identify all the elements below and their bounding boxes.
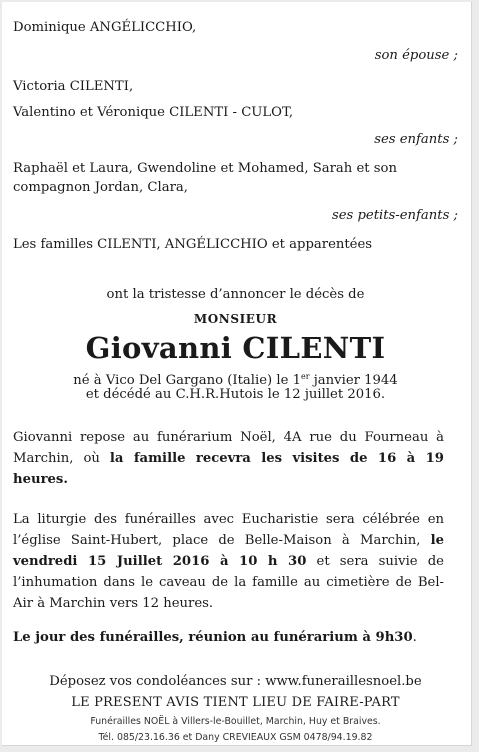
funeral-date: le vendredi 15 Juillet 2016 à 10 h 30 [13, 533, 444, 569]
notice-line: LE PRESENT AVIS TIENT LIEU DE FAIRE-PART [71, 695, 400, 710]
child-1: Victoria CILENTI, [13, 79, 134, 94]
funeral-text-2: et sera suivie de l’inhumation dans le caveau de la famille au cimetière de Bel-Air à Marchin vers 12 heures. [13, 554, 444, 611]
funeral-text-1: La liturgie des funérailles avec Eucharistie sera célébrée en l’église Saint-Hubert, place de Belle-Maison à Marchin, [13, 512, 444, 548]
grandchildren-role: ses petits-enfants ; [331, 208, 458, 223]
obituary-card [2, 2, 472, 746]
meeting-text: Le jour des funérailles, réunion au funérarium à 9h30 [13, 630, 413, 645]
death-line: et décédé au C.H.R.Hutois le 12 juillet 2016. [85, 387, 386, 402]
birth-ordinal: er [300, 372, 310, 381]
birth-prefix: né à Vico Del Gargano (Italie) le 1 [73, 373, 301, 388]
birth-suffix: janvier 1944 [309, 373, 398, 388]
visitation-hours: la famille recevra les visites de 16 à 19 heures. [13, 451, 444, 487]
phone-line: Tél. 085/23.16.36 et Dany CREVIEAUX GSM 0478/94.19.82 [98, 732, 373, 743]
company-line: Funérailles NOËL à Villers-le-Bouillet, Marchin, Huy et Braives. [90, 716, 381, 727]
meeting-end: . [412, 630, 417, 645]
condolences-line: Déposez vos condoléances sur : www.funeraillesnoel.be [49, 674, 422, 689]
announcement-intro: ont la tristesse d’annoncer le décès de [106, 287, 365, 302]
deceased-name: Giovanni CILENTI [85, 331, 386, 365]
visitation-text: Giovanni repose au funérarium Noël, 4A rue du Fourneau à Marchin, où [13, 430, 444, 466]
grandchildren-line-1: Raphaël et Laura, Gwendoline et Mohamed, Sarah et son [13, 161, 397, 176]
funeral-paragraph [13, 509, 444, 614]
deceased-title: MONSIEUR [193, 312, 278, 326]
children-role: ses enfants ; [374, 132, 458, 147]
obituary-content [13, 2, 458, 742]
spouse-role: son épouse ; [374, 48, 458, 63]
grandchildren-line-2: compagnon Jordan, Clara, [13, 180, 188, 195]
meeting-line [13, 629, 417, 647]
child-2: Valentino et Véronique CILENTI - CULOT, [13, 105, 294, 120]
visitation-paragraph [13, 427, 444, 490]
families-line: Les familles CILENTI, ANGÉLICCHIO et apparentées [13, 237, 373, 252]
spouse-name: Dominique ANGÉLICCHIO, [13, 20, 197, 35]
